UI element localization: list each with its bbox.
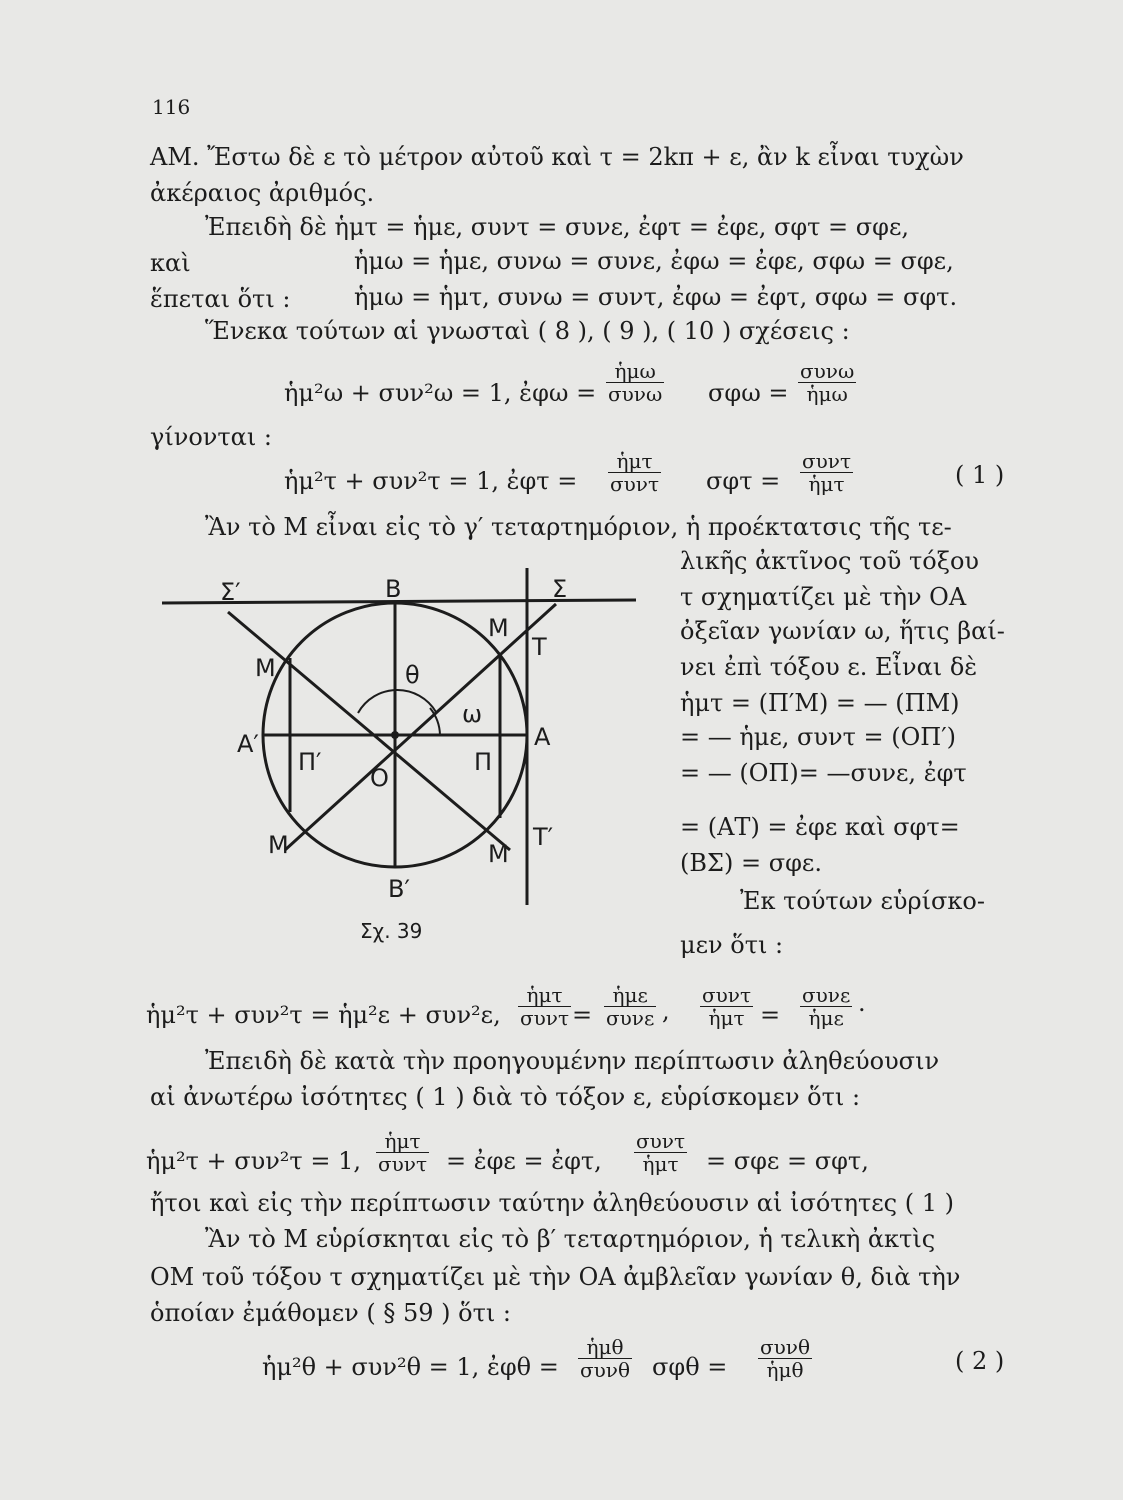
label-theta: θ <box>405 661 420 689</box>
text-line: ὀξεῖαν γωνίαν ω, ἥτις βαί- <box>680 617 1005 645</box>
numerator: ἡμτ <box>608 450 661 473</box>
fraction <box>578 1336 632 1381</box>
text-line: = — (ΟΠ)= —συνε, ἐφτ <box>680 759 967 787</box>
fraction <box>518 984 571 1029</box>
denominator: ἡμε <box>808 1006 844 1030</box>
theta-angle-arc <box>358 690 436 713</box>
formula-text: ἡμ²τ + συν²τ = 1, ἐφτ = <box>284 467 578 495</box>
page-number: 116 <box>152 95 191 119</box>
equals-sign: = <box>760 1001 781 1029</box>
denominator: ἡμτ <box>708 1006 745 1030</box>
numerator: ἡμτ <box>518 984 571 1007</box>
numerator: ἡμω <box>606 360 664 383</box>
text-line: ἕπεται ὅτι : <box>150 285 291 313</box>
text-line: Ἐπειδὴ δὲ κατὰ τὴν προηγουμένην περίπτωσιν ἀληθεύουσιν <box>205 1047 940 1075</box>
formula-text: ἡμ²ω + συν²ω = 1, ἐφω = <box>284 379 597 407</box>
numerator: συντ <box>702 983 752 1007</box>
formula-text: ἡμ²τ + συν²τ = ἡμ²ε + συν²ε, <box>146 1001 501 1029</box>
text-line: = (ΑΤ) = ἐφε καὶ σφτ= <box>680 813 960 841</box>
text-line: ἤτοι καὶ εἰς τὴν περίπτωσιν ταύτην ἀληθεύουσιν αἱ ἰσότητες ( 1 ) <box>150 1189 954 1217</box>
figure-caption: Σχ. 39 <box>360 919 423 943</box>
text-line: γίνονται : <box>150 423 272 451</box>
denominator: συντ <box>520 1006 570 1030</box>
fraction <box>376 1130 429 1175</box>
numerator: συντ <box>802 449 852 473</box>
label-p-prime: Π′ <box>298 748 322 776</box>
text-line: ΑΜ. Ἔστω δὲ ε τὸ μέτρον αὐτοῦ καὶ τ = 2kπ + ε, ἂν k εἶναι τυχὼν <box>150 143 964 171</box>
text-line: = — ἡμε, συντ = (ΟΠ′) <box>680 723 957 751</box>
text-line: ΟΜ τοῦ τόξου τ σχηματίζει μὲ τὴν ΟΑ ἀμβλεῖαν γωνίαν θ, διὰ τὴν <box>150 1263 961 1291</box>
denominator: ἡμτ <box>808 472 845 496</box>
text-line: τ σχηματίζει μὲ τὴν ΟΑ <box>680 583 967 611</box>
label-tau-prime: Τ′ <box>533 823 554 851</box>
equals-sign: = <box>572 1001 593 1029</box>
text-line: αἱ ἀνωτέρω ἰσότητες ( 1 ) διὰ τὸ τόξον ε, εὑρίσκομεν ὅτι : <box>150 1083 861 1111</box>
fraction <box>604 984 656 1029</box>
label-sigma-prime: Σ′ <box>220 578 241 606</box>
label-alpha: Α <box>534 723 551 751</box>
radius-line-ascending <box>285 604 556 850</box>
formula-text: ἡμ²θ + συν²θ = 1, ἐφθ = <box>262 1353 559 1381</box>
formula-text: ἡμ²τ + συν²τ = 1, <box>146 1147 361 1175</box>
formula-text: = σφε = σφτ, <box>706 1147 869 1175</box>
numerator: συνθ <box>760 1335 811 1359</box>
radius-line-descending <box>228 612 510 850</box>
formula-text: σφω = <box>708 379 789 407</box>
denominator: ἡμω <box>806 382 848 406</box>
numerator: ἡμθ <box>578 1336 632 1359</box>
text-line: ὁποίαν ἐμάθομεν ( § 59 ) ὅτι : <box>150 1299 511 1327</box>
formula-text: σφτ = <box>706 467 781 495</box>
denominator: συνε <box>606 1006 655 1030</box>
text-line: (ΒΣ) = σφε. <box>680 849 822 877</box>
text-line: ἀκέραιος ἀριθμός. <box>150 179 375 207</box>
denominator: συντ <box>610 472 660 496</box>
label-m-bottom-left: Μ <box>268 831 289 859</box>
text-line: Ἕνεκα τούτων αἱ γνωσταὶ ( 8 ), ( 9 ), ( 10 ) σχέσεις : <box>205 317 850 345</box>
fraction <box>800 984 852 1029</box>
text-line: ἡμω = ἡμτ, συνω = συντ, ἐφω = ἐφτ, σφω = σφτ. <box>354 283 958 311</box>
denominator: ἡμθ <box>766 1358 804 1382</box>
text-line: Ἐκ τούτων εὑρίσκο- <box>740 887 985 915</box>
denominator: ἡμτ <box>642 1152 679 1176</box>
equation-number: ( 1 ) <box>955 461 1005 489</box>
formula-text: = ἐφε = ἐφτ, <box>446 1147 602 1175</box>
fraction <box>700 984 753 1029</box>
numerator: ἡμε <box>604 984 656 1007</box>
equation-number: ( 2 ) <box>955 1347 1005 1375</box>
period: . <box>858 989 866 1017</box>
label-m-bottom-right: Μ <box>488 840 509 868</box>
text-line: λικῆς ἀκτῖνος τοῦ τόξου <box>680 547 980 575</box>
text-line: ἡμτ = (Π′Μ) = — (ΠΜ) <box>680 689 960 717</box>
numerator: ἡμτ <box>376 1130 429 1153</box>
text-line: μεν ὅτι : <box>680 931 784 959</box>
numerator: συντ <box>636 1129 686 1153</box>
text-line: Ἐπειδὴ δὲ ἡμτ = ἡμε, συντ = συνε, ἐφτ = ἐφε, σφτ = σφε, <box>205 213 910 241</box>
numerator: συνε <box>802 983 851 1007</box>
formula-text: σφθ = <box>652 1353 728 1381</box>
denominator: συνω <box>608 382 663 406</box>
denominator: συντ <box>378 1152 428 1176</box>
numerator: συνω <box>800 359 855 383</box>
comma: , <box>662 997 670 1025</box>
label-sigma: Σ <box>552 575 568 603</box>
label-omega: ω <box>462 700 483 728</box>
center-point <box>391 731 399 739</box>
label-m-top-right: Μ <box>488 614 509 642</box>
label-p: Π <box>474 748 493 776</box>
label-beta-prime: Β′ <box>388 875 410 903</box>
text-line: νει ἐπὶ τόξου ε. Εἶναι δὲ <box>680 653 978 681</box>
label-a-prime: Α′ <box>237 730 259 758</box>
text-line: ἡμω = ἡμε, συνω = συνε, ἐφω = ἐφε, σφω = σφε, <box>354 247 954 275</box>
label-m-left: Μ <box>255 654 276 682</box>
fraction <box>758 1336 812 1381</box>
label-o: Ο <box>370 764 389 792</box>
label-tau: Τ <box>532 633 547 661</box>
label-beta: Β <box>385 575 402 603</box>
text-line: Ἂν τὸ Μ εὑρίσκηται εἰς τὸ β′ τεταρτημόριον, ἡ τελικὴ ἀκτὶς <box>205 1225 936 1253</box>
text-line: καὶ <box>150 249 191 277</box>
denominator: συνθ <box>580 1358 631 1382</box>
fraction <box>634 1130 687 1175</box>
text-line: Ἂν τὸ Μ εἶναι εἰς τὸ γ′ τεταρτημόριον, ἡ προέκτατσις τῆς τε- <box>205 513 952 541</box>
